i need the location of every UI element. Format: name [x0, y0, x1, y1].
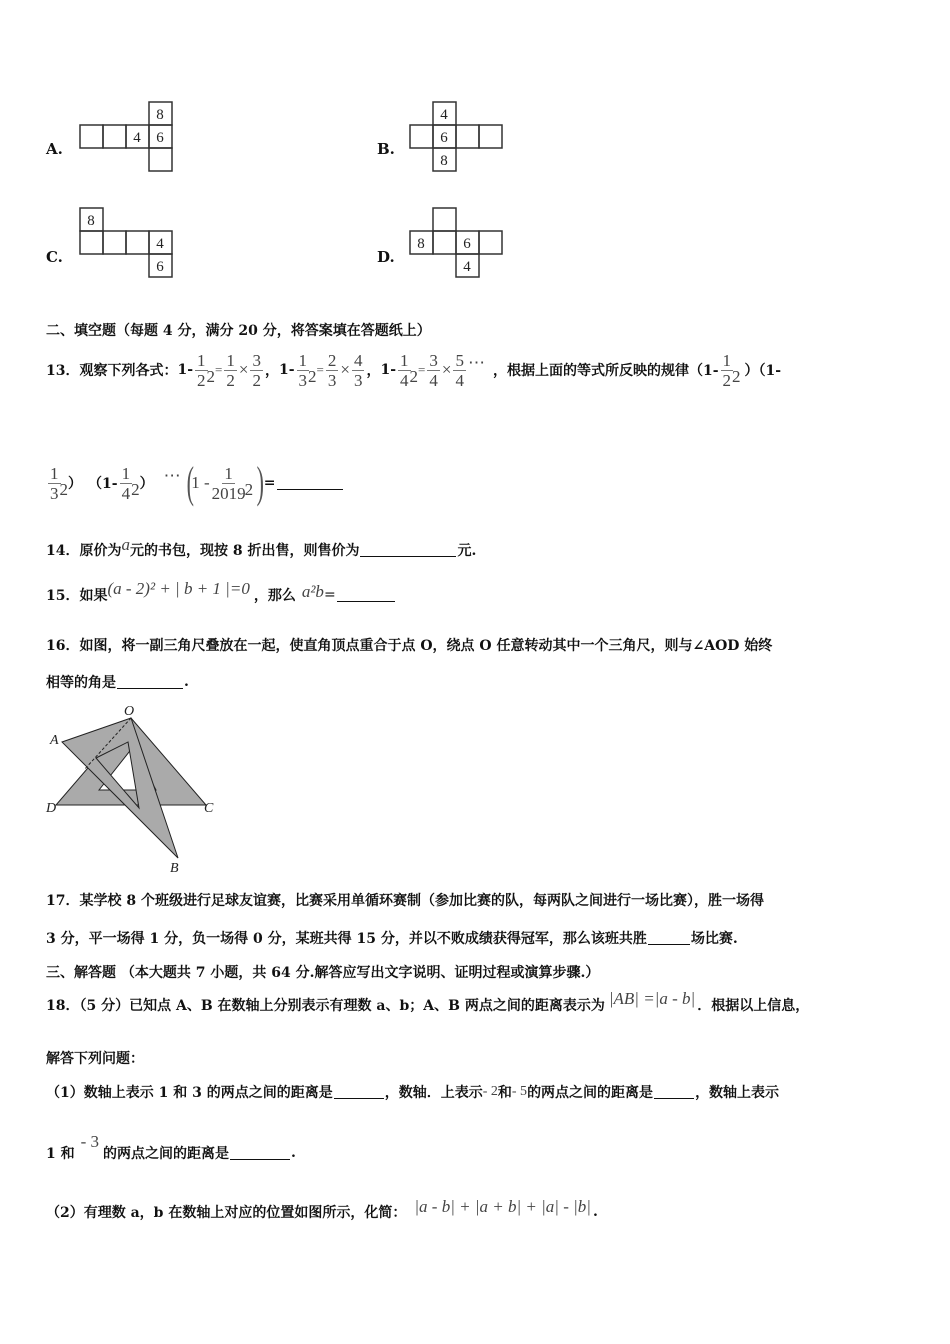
net-c-face: 6	[156, 259, 164, 275]
fraction: $\frac{5}{4}$	[455, 350, 464, 390]
label-a: A	[50, 733, 59, 748]
fraction: $\frac{1}{3}$	[50, 463, 59, 503]
fraction: $\frac{4}{3}$	[353, 350, 363, 390]
question-14: 14．原价为 a 元的书包，现按 8 折出售，则售价为 元.	[46, 535, 477, 559]
net-d-face: 8	[417, 236, 425, 252]
net-c-face: 4	[156, 236, 164, 252]
label-b: B	[170, 861, 179, 875]
question-16-line2: 相等的角是 .	[46, 674, 189, 691]
net-b-face: 4	[440, 107, 448, 123]
question-16-line1: 16．如图，将一副三角尺叠放在一起，使直角顶点重合于点 O，绕点 O 任意转动其中一个三角尺，则与∠AOD 始终	[46, 638, 773, 654]
net-a-face: 6	[156, 130, 164, 146]
question-13-line2: $\frac{1}{3}$ 2 ） （1- $\frac{1}{4}$ 2 ） ⋯ ( 1 - $\frac{1}{2019}$ 2 ) =	[46, 458, 344, 508]
question-17-line2: 3 分，平一场得 1 分，负一场得 0 分，某班共得 15 分，并以不败成绩获得冠军，那么该班共胜 场比赛.	[46, 931, 738, 947]
fraction: $\frac{1}{4}$	[400, 350, 409, 390]
section-2-title: 二、填空题（每题 4 分，满分 20 分，将答案填在答题纸上）	[46, 323, 431, 339]
question-15: 15．如果 (a - 2)² + | b + 1 |=0 ，那么 a²b =	[46, 585, 396, 605]
fraction: $\frac{3}{4}$	[429, 350, 438, 390]
answer-blank[interactable]	[360, 544, 456, 557]
answer-blank[interactable]	[277, 477, 343, 490]
question-17-line1: 17．某学校 8 个班级进行足球友谊赛，比赛采用单循环赛制（参加比赛的队，每两队之间进行一场比赛），胜一场得	[46, 893, 764, 909]
answer-blank[interactable]	[337, 589, 395, 602]
section-3-title: 三、解答题 （本大题共 7 小题，共 64 分.解答应写出文字说明、证明过程或演算步骤.）	[46, 965, 600, 981]
question-18-line1: 18．（5 分）已知点 A、B 在数轴上分别表示有理数 a、b；A、B 两点之间的距离表示为 |AB| =|a - b| ．根据以上信息，	[46, 989, 810, 1014]
triangle-rulers-figure	[44, 700, 219, 875]
question-18-part1: （1）数轴上表示 1 和 3 的两点之间的距离是 ，数轴．上表示 - 2 和 - 5 的两点之间的距离是 ，数轴上表示	[46, 1084, 780, 1101]
question-18-part2: （2）有理数 a，b 在数轴上对应的位置如图所示，化简： |a - b| + |a + b| + |a| - |b| .	[46, 1197, 598, 1221]
option-b-label: B.	[377, 140, 395, 158]
question-13-line1: 13．观察下列各式： 1- $\frac{1}{2}$ 2 = $\frac{1}{2}$ × $\frac{3}{2}$ ， 1- $\frac{1}{3}$ 2 = $\frac{2}{3}$ × $\frac{4}{3}$ ， 1- $\frac{1}{4}$ 2 = $\frac{3}{4}$ × $\frac{5}{4}$ ⋯ ，根据上面的等式所反映的规律（1- $\frac{1}{2}$ 2 ）（1-	[46, 350, 782, 390]
answer-blank[interactable]	[334, 1086, 384, 1099]
answer-blank[interactable]	[230, 1147, 290, 1160]
fraction: $\frac{2}{3}$	[327, 350, 337, 390]
net-a-face: 4	[133, 130, 141, 146]
net-a-face: 8	[156, 107, 164, 123]
net-b-face: 6	[440, 130, 448, 146]
fraction: $\frac{1}{4}$	[121, 463, 131, 503]
answer-blank[interactable]	[648, 932, 690, 945]
fraction: $\frac{1}{3}$	[298, 350, 308, 390]
label-c: C	[204, 801, 214, 816]
option-a-label: A.	[46, 140, 63, 158]
answer-blank[interactable]	[117, 676, 183, 689]
net-d-face: 4	[463, 259, 471, 275]
fraction: $\frac{1}{2019}$	[211, 463, 246, 503]
net-d-face: 6	[463, 236, 471, 252]
answer-blank[interactable]	[654, 1086, 694, 1099]
question-18-line2: 解答下列问题：	[46, 1051, 144, 1067]
net-c-face: 8	[87, 213, 95, 229]
fraction: $\frac{1}{2}$	[197, 350, 206, 390]
fraction: $\frac{1}{2}$	[722, 350, 732, 390]
option-d-label: D.	[377, 248, 395, 266]
label-d: D	[46, 801, 57, 816]
q13-prefix: 13．观察下列各式：	[46, 363, 178, 379]
fraction: $\frac{3}{2}$	[252, 350, 261, 390]
net-b-face: 8	[440, 153, 448, 169]
question-18-part1-cont: 1 和 - 3 的两点之间的距离是 .	[46, 1132, 296, 1162]
label-o: O	[124, 704, 135, 719]
q13-text: 1-	[177, 362, 194, 378]
cube-nets	[0, 0, 950, 300]
fraction: $\frac{1}{2}$	[226, 350, 235, 390]
option-c-label: C.	[46, 248, 63, 266]
